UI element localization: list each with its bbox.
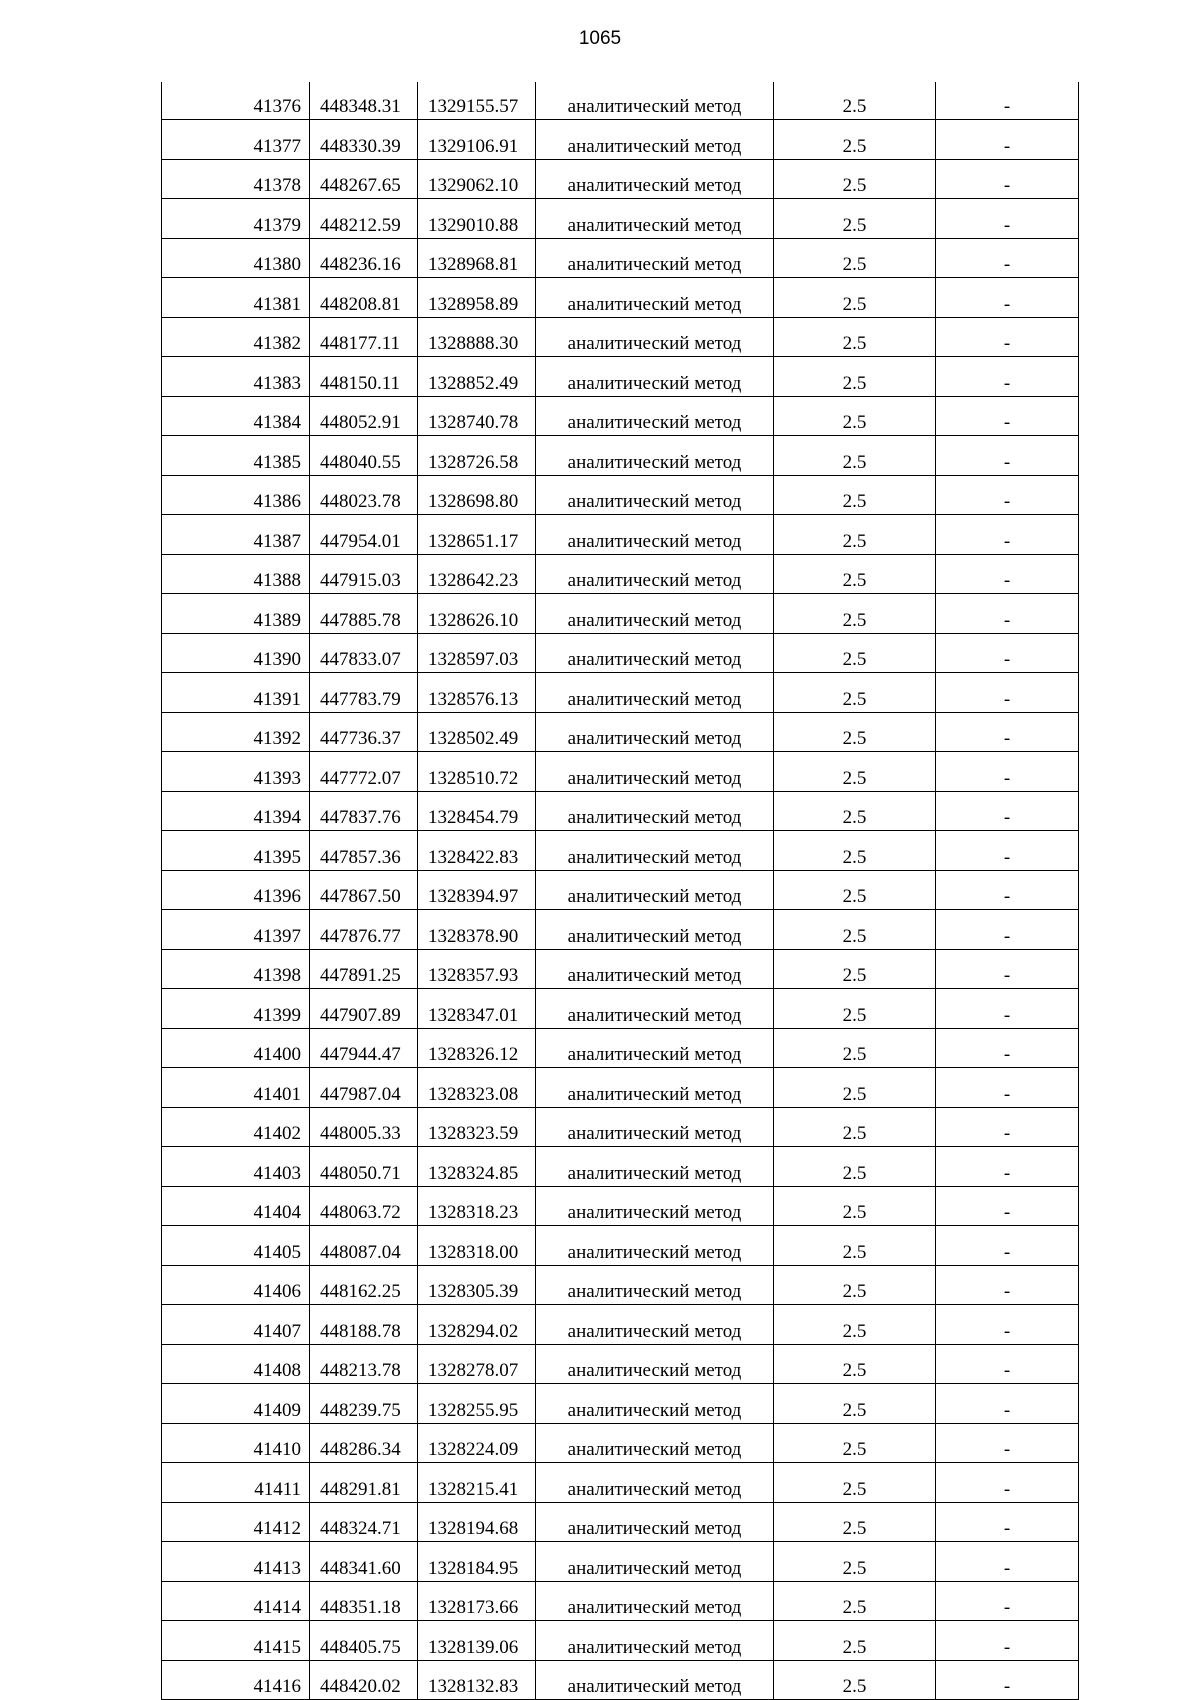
accuracy-cell: 2.5 [774, 199, 936, 239]
method-cell: аналитический метод [536, 673, 774, 713]
accuracy-cell: 2.5 [774, 317, 936, 357]
point-number-cell: 41406 [162, 1265, 310, 1305]
table-body [162, 82, 1079, 1700]
method-cell: аналитический метод [536, 1265, 774, 1305]
note-cell: - [936, 1265, 1079, 1305]
method-cell: аналитический метод [536, 831, 774, 871]
method-cell: аналитический метод [536, 633, 774, 673]
table-row [162, 515, 1079, 555]
note-cell: - [936, 475, 1079, 515]
method-cell: аналитический метод [536, 1581, 774, 1621]
note-cell: - [936, 673, 1079, 713]
x-coordinate-cell: 448330.39 [310, 120, 418, 160]
method-cell: аналитический метод [536, 1344, 774, 1384]
table-row [162, 1186, 1079, 1226]
note-cell: - [936, 910, 1079, 950]
accuracy-cell: 2.5 [774, 396, 936, 436]
method-cell: аналитический метод [536, 278, 774, 318]
table-row [162, 436, 1079, 476]
method-cell: аналитический метод [536, 475, 774, 515]
y-coordinate-cell: 1328357.93 [418, 949, 536, 989]
accuracy-cell: 2.5 [774, 1660, 936, 1700]
note-cell: - [936, 791, 1079, 831]
x-coordinate-cell: 448023.78 [310, 475, 418, 515]
table-row [162, 1621, 1079, 1661]
table-row [162, 1542, 1079, 1582]
table-row [162, 396, 1079, 436]
note-cell: - [936, 317, 1079, 357]
point-number-cell: 41410 [162, 1423, 310, 1463]
accuracy-cell: 2.5 [774, 949, 936, 989]
note-cell: - [936, 1423, 1079, 1463]
method-cell: аналитический метод [536, 357, 774, 397]
method-cell: аналитический метод [536, 949, 774, 989]
note-cell: - [936, 1186, 1079, 1226]
point-number-cell: 41413 [162, 1542, 310, 1582]
note-cell: - [936, 1305, 1079, 1345]
y-coordinate-cell: 1329155.57 [418, 82, 536, 120]
x-coordinate-cell: 447833.07 [310, 633, 418, 673]
table-row [162, 673, 1079, 713]
table-row [162, 475, 1079, 515]
point-number-cell: 41415 [162, 1621, 310, 1661]
accuracy-cell: 2.5 [774, 436, 936, 476]
point-number-cell: 41390 [162, 633, 310, 673]
x-coordinate-cell: 448162.25 [310, 1265, 418, 1305]
method-cell: аналитический метод [536, 910, 774, 950]
method-cell: аналитический метод [536, 1107, 774, 1147]
method-cell: аналитический метод [536, 712, 774, 752]
accuracy-cell: 2.5 [774, 1344, 936, 1384]
point-number-cell: 41416 [162, 1660, 310, 1700]
x-coordinate-cell: 448063.72 [310, 1186, 418, 1226]
accuracy-cell: 2.5 [774, 791, 936, 831]
accuracy-cell: 2.5 [774, 752, 936, 792]
y-coordinate-cell: 1328139.06 [418, 1621, 536, 1661]
accuracy-cell: 2.5 [774, 1502, 936, 1542]
point-number-cell: 41399 [162, 989, 310, 1029]
method-cell: аналитический метод [536, 989, 774, 1029]
note-cell: - [936, 515, 1079, 555]
accuracy-cell: 2.5 [774, 1226, 936, 1266]
point-number-cell: 41395 [162, 831, 310, 871]
y-coordinate-cell: 1328318.00 [418, 1226, 536, 1266]
note-cell: - [936, 712, 1079, 752]
point-number-cell: 41392 [162, 712, 310, 752]
note-cell: - [936, 436, 1079, 476]
table-row [162, 1502, 1079, 1542]
accuracy-cell: 2.5 [774, 673, 936, 713]
x-coordinate-cell: 448348.31 [310, 82, 418, 120]
y-coordinate-cell: 1328968.81 [418, 238, 536, 278]
method-cell: аналитический метод [536, 870, 774, 910]
point-number-cell: 41381 [162, 278, 310, 318]
accuracy-cell: 2.5 [774, 1107, 936, 1147]
x-coordinate-cell: 448291.81 [310, 1463, 418, 1503]
y-coordinate-cell: 1328326.12 [418, 1028, 536, 1068]
y-coordinate-cell: 1328194.68 [418, 1502, 536, 1542]
point-number-cell: 41412 [162, 1502, 310, 1542]
x-coordinate-cell: 448177.11 [310, 317, 418, 357]
point-number-cell: 41384 [162, 396, 310, 436]
y-coordinate-cell: 1328454.79 [418, 791, 536, 831]
x-coordinate-cell: 447954.01 [310, 515, 418, 555]
y-coordinate-cell: 1328173.66 [418, 1581, 536, 1621]
method-cell: аналитический метод [536, 1542, 774, 1582]
y-coordinate-cell: 1328576.13 [418, 673, 536, 713]
x-coordinate-cell: 448050.71 [310, 1147, 418, 1187]
table-row [162, 633, 1079, 673]
y-coordinate-cell: 1328318.23 [418, 1186, 536, 1226]
table-row [162, 82, 1079, 120]
method-cell: аналитический метод [536, 1621, 774, 1661]
x-coordinate-cell: 448052.91 [310, 396, 418, 436]
method-cell: аналитический метод [536, 1305, 774, 1345]
method-cell: аналитический метод [536, 752, 774, 792]
y-coordinate-cell: 1328510.72 [418, 752, 536, 792]
accuracy-cell: 2.5 [774, 357, 936, 397]
y-coordinate-cell: 1328726.58 [418, 436, 536, 476]
point-number-cell: 41396 [162, 870, 310, 910]
point-number-cell: 41400 [162, 1028, 310, 1068]
point-number-cell: 41405 [162, 1226, 310, 1266]
point-number-cell: 41380 [162, 238, 310, 278]
note-cell: - [936, 1660, 1079, 1700]
point-number-cell: 41377 [162, 120, 310, 160]
table-row [162, 1423, 1079, 1463]
method-cell: аналитический метод [536, 199, 774, 239]
accuracy-cell: 2.5 [774, 1542, 936, 1582]
accuracy-cell: 2.5 [774, 475, 936, 515]
table-row [162, 712, 1079, 752]
x-coordinate-cell: 447885.78 [310, 594, 418, 634]
point-number-cell: 41383 [162, 357, 310, 397]
method-cell: аналитический метод [536, 120, 774, 160]
x-coordinate-cell: 448040.55 [310, 436, 418, 476]
point-number-cell: 41391 [162, 673, 310, 713]
note-cell: - [936, 159, 1079, 199]
point-number-cell: 41385 [162, 436, 310, 476]
accuracy-cell: 2.5 [774, 82, 936, 120]
accuracy-cell: 2.5 [774, 1305, 936, 1345]
point-number-cell: 41403 [162, 1147, 310, 1187]
y-coordinate-cell: 1328502.49 [418, 712, 536, 752]
x-coordinate-cell: 447987.04 [310, 1068, 418, 1108]
table-row [162, 594, 1079, 634]
x-coordinate-cell: 448239.75 [310, 1384, 418, 1424]
note-cell: - [936, 752, 1079, 792]
y-coordinate-cell: 1329106.91 [418, 120, 536, 160]
note-cell: - [936, 1107, 1079, 1147]
method-cell: аналитический метод [536, 238, 774, 278]
accuracy-cell: 2.5 [774, 1186, 936, 1226]
point-number-cell: 41393 [162, 752, 310, 792]
note-cell: - [936, 1384, 1079, 1424]
x-coordinate-cell: 448420.02 [310, 1660, 418, 1700]
point-number-cell: 41389 [162, 594, 310, 634]
method-cell: аналитический метод [536, 1660, 774, 1700]
point-number-cell: 41388 [162, 554, 310, 594]
method-cell: аналитический метод [536, 1028, 774, 1068]
x-coordinate-cell: 448405.75 [310, 1621, 418, 1661]
point-number-cell: 41376 [162, 82, 310, 120]
y-coordinate-cell: 1328347.01 [418, 989, 536, 1029]
point-number-cell: 41398 [162, 949, 310, 989]
point-number-cell: 41402 [162, 1107, 310, 1147]
point-number-cell: 41397 [162, 910, 310, 950]
accuracy-cell: 2.5 [774, 1147, 936, 1187]
x-coordinate-cell: 447736.37 [310, 712, 418, 752]
y-coordinate-cell: 1328422.83 [418, 831, 536, 871]
accuracy-cell: 2.5 [774, 238, 936, 278]
method-cell: аналитический метод [536, 1463, 774, 1503]
table-row [162, 1384, 1079, 1424]
note-cell: - [936, 396, 1079, 436]
table-row [162, 791, 1079, 831]
note-cell: - [936, 633, 1079, 673]
note-cell: - [936, 949, 1079, 989]
y-coordinate-cell: 1328184.95 [418, 1542, 536, 1582]
y-coordinate-cell: 1329010.88 [418, 199, 536, 239]
y-coordinate-cell: 1328597.03 [418, 633, 536, 673]
table-row [162, 357, 1079, 397]
accuracy-cell: 2.5 [774, 1463, 936, 1503]
point-number-cell: 41386 [162, 475, 310, 515]
accuracy-cell: 2.5 [774, 515, 936, 555]
x-coordinate-cell: 448267.65 [310, 159, 418, 199]
table-row [162, 752, 1079, 792]
method-cell: аналитический метод [536, 436, 774, 476]
note-cell: - [936, 1502, 1079, 1542]
table-row [162, 910, 1079, 950]
table-row [162, 199, 1079, 239]
note-cell: - [936, 1226, 1079, 1266]
method-cell: аналитический метод [536, 1423, 774, 1463]
note-cell: - [936, 1621, 1079, 1661]
method-cell: аналитический метод [536, 1068, 774, 1108]
y-coordinate-cell: 1328324.85 [418, 1147, 536, 1187]
y-coordinate-cell: 1328852.49 [418, 357, 536, 397]
accuracy-cell: 2.5 [774, 1423, 936, 1463]
coordinates-table [161, 82, 1079, 1700]
x-coordinate-cell: 447867.50 [310, 870, 418, 910]
note-cell: - [936, 594, 1079, 634]
accuracy-cell: 2.5 [774, 594, 936, 634]
method-cell: аналитический метод [536, 82, 774, 120]
y-coordinate-cell: 1328278.07 [418, 1344, 536, 1384]
accuracy-cell: 2.5 [774, 633, 936, 673]
y-coordinate-cell: 1328215.41 [418, 1463, 536, 1503]
table-row [162, 1581, 1079, 1621]
x-coordinate-cell: 448351.18 [310, 1581, 418, 1621]
point-number-cell: 41409 [162, 1384, 310, 1424]
method-cell: аналитический метод [536, 594, 774, 634]
table-row [162, 1068, 1079, 1108]
table-row [162, 1226, 1079, 1266]
table-row [162, 1344, 1079, 1384]
accuracy-cell: 2.5 [774, 120, 936, 160]
point-number-cell: 41401 [162, 1068, 310, 1108]
method-cell: аналитический метод [536, 554, 774, 594]
accuracy-cell: 2.5 [774, 1068, 936, 1108]
x-coordinate-cell: 448150.11 [310, 357, 418, 397]
point-number-cell: 41414 [162, 1581, 310, 1621]
x-coordinate-cell: 447876.77 [310, 910, 418, 950]
note-cell: - [936, 1068, 1079, 1108]
y-coordinate-cell: 1328224.09 [418, 1423, 536, 1463]
point-number-cell: 41394 [162, 791, 310, 831]
accuracy-cell: 2.5 [774, 831, 936, 871]
accuracy-cell: 2.5 [774, 1581, 936, 1621]
point-number-cell: 41378 [162, 159, 310, 199]
x-coordinate-cell: 447907.89 [310, 989, 418, 1029]
point-number-cell: 41411 [162, 1463, 310, 1503]
accuracy-cell: 2.5 [774, 1028, 936, 1068]
x-coordinate-cell: 447772.07 [310, 752, 418, 792]
note-cell: - [936, 238, 1079, 278]
x-coordinate-cell: 447857.36 [310, 831, 418, 871]
table-row [162, 120, 1079, 160]
y-coordinate-cell: 1328323.59 [418, 1107, 536, 1147]
table-row [162, 1660, 1079, 1700]
method-cell: аналитический метод [536, 317, 774, 357]
table-row [162, 554, 1079, 594]
point-number-cell: 41387 [162, 515, 310, 555]
note-cell: - [936, 831, 1079, 871]
accuracy-cell: 2.5 [774, 1384, 936, 1424]
x-coordinate-cell: 448188.78 [310, 1305, 418, 1345]
table-row [162, 1265, 1079, 1305]
method-cell: аналитический метод [536, 791, 774, 831]
table-row [162, 870, 1079, 910]
table-row [162, 831, 1079, 871]
y-coordinate-cell: 1328305.39 [418, 1265, 536, 1305]
note-cell: - [936, 120, 1079, 160]
accuracy-cell: 2.5 [774, 1621, 936, 1661]
table-row [162, 1305, 1079, 1345]
x-coordinate-cell: 447891.25 [310, 949, 418, 989]
y-coordinate-cell: 1328651.17 [418, 515, 536, 555]
note-cell: - [936, 199, 1079, 239]
method-cell: аналитический метод [536, 1147, 774, 1187]
note-cell: - [936, 1028, 1079, 1068]
accuracy-cell: 2.5 [774, 159, 936, 199]
note-cell: - [936, 357, 1079, 397]
y-coordinate-cell: 1328378.90 [418, 910, 536, 950]
x-coordinate-cell: 448286.34 [310, 1423, 418, 1463]
x-coordinate-cell: 448087.04 [310, 1226, 418, 1266]
y-coordinate-cell: 1328740.78 [418, 396, 536, 436]
point-number-cell: 41408 [162, 1344, 310, 1384]
table-row [162, 1147, 1079, 1187]
x-coordinate-cell: 448005.33 [310, 1107, 418, 1147]
method-cell: аналитический метод [536, 396, 774, 436]
note-cell: - [936, 1147, 1079, 1187]
table-row [162, 1463, 1079, 1503]
x-coordinate-cell: 447783.79 [310, 673, 418, 713]
y-coordinate-cell: 1328888.30 [418, 317, 536, 357]
table-row [162, 278, 1079, 318]
table-row [162, 1028, 1079, 1068]
table-row [162, 989, 1079, 1029]
table-row [162, 159, 1079, 199]
x-coordinate-cell: 447944.47 [310, 1028, 418, 1068]
accuracy-cell: 2.5 [774, 1265, 936, 1305]
x-coordinate-cell: 447915.03 [310, 554, 418, 594]
y-coordinate-cell: 1328642.23 [418, 554, 536, 594]
point-number-cell: 41404 [162, 1186, 310, 1226]
method-cell: аналитический метод [536, 515, 774, 555]
accuracy-cell: 2.5 [774, 989, 936, 1029]
note-cell: - [936, 278, 1079, 318]
accuracy-cell: 2.5 [774, 554, 936, 594]
x-coordinate-cell: 448208.81 [310, 278, 418, 318]
method-cell: аналитический метод [536, 1186, 774, 1226]
note-cell: - [936, 1542, 1079, 1582]
table-row [162, 238, 1079, 278]
note-cell: - [936, 870, 1079, 910]
method-cell: аналитический метод [536, 1384, 774, 1424]
table-row [162, 949, 1079, 989]
accuracy-cell: 2.5 [774, 712, 936, 752]
note-cell: - [936, 82, 1079, 120]
point-number-cell: 41382 [162, 317, 310, 357]
y-coordinate-cell: 1328394.97 [418, 870, 536, 910]
y-coordinate-cell: 1328698.80 [418, 475, 536, 515]
point-number-cell: 41379 [162, 199, 310, 239]
x-coordinate-cell: 448236.16 [310, 238, 418, 278]
note-cell: - [936, 1344, 1079, 1384]
table-row [162, 317, 1079, 357]
note-cell: - [936, 1463, 1079, 1503]
y-coordinate-cell: 1328626.10 [418, 594, 536, 634]
y-coordinate-cell: 1328323.08 [418, 1068, 536, 1108]
note-cell: - [936, 554, 1079, 594]
y-coordinate-cell: 1329062.10 [418, 159, 536, 199]
x-coordinate-cell: 447837.76 [310, 791, 418, 831]
table-row [162, 1107, 1079, 1147]
y-coordinate-cell: 1328255.95 [418, 1384, 536, 1424]
note-cell: - [936, 989, 1079, 1029]
x-coordinate-cell: 448212.59 [310, 199, 418, 239]
method-cell: аналитический метод [536, 159, 774, 199]
y-coordinate-cell: 1328294.02 [418, 1305, 536, 1345]
note-cell: - [936, 1581, 1079, 1621]
method-cell: аналитический метод [536, 1502, 774, 1542]
x-coordinate-cell: 448324.71 [310, 1502, 418, 1542]
method-cell: аналитический метод [536, 1226, 774, 1266]
point-number-cell: 41407 [162, 1305, 310, 1345]
x-coordinate-cell: 448213.78 [310, 1344, 418, 1384]
y-coordinate-cell: 1328132.83 [418, 1660, 536, 1700]
page-number: 1065 [578, 28, 622, 49]
accuracy-cell: 2.5 [774, 278, 936, 318]
x-coordinate-cell: 448341.60 [310, 1542, 418, 1582]
accuracy-cell: 2.5 [774, 910, 936, 950]
y-coordinate-cell: 1328958.89 [418, 278, 536, 318]
accuracy-cell: 2.5 [774, 870, 936, 910]
